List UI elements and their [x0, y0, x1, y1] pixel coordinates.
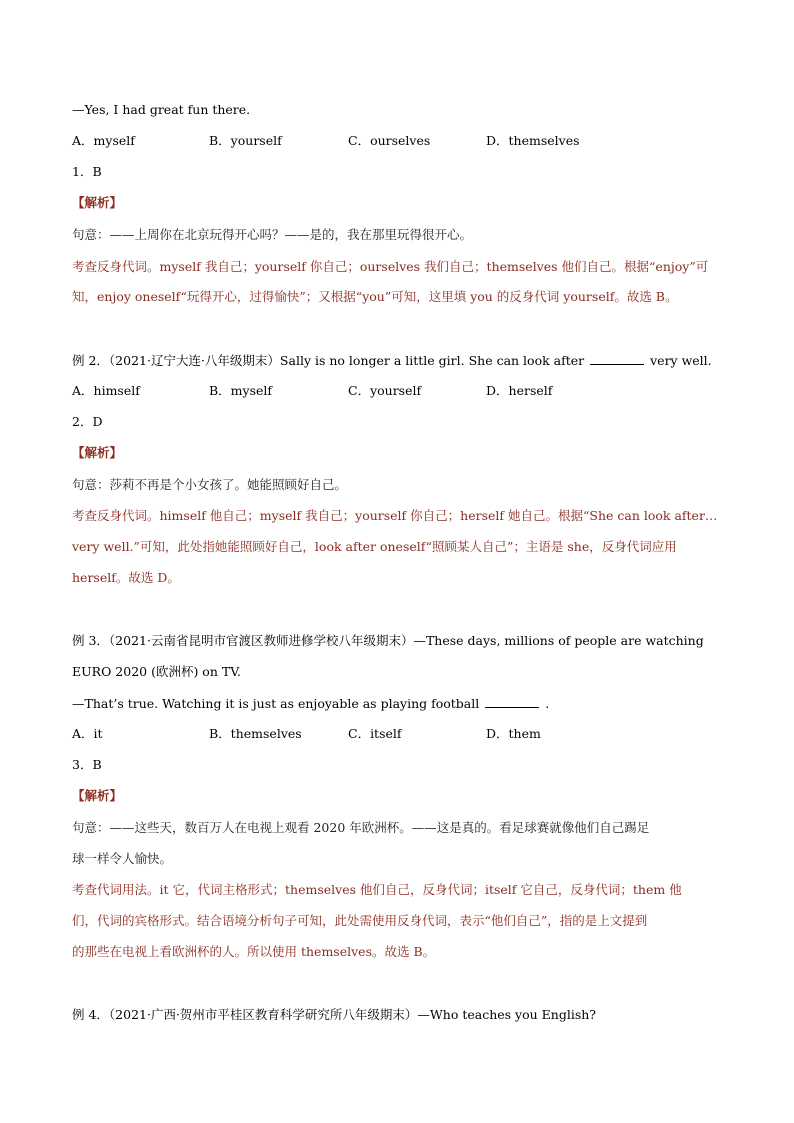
q2-explain-line-1: 考查反身代词。himself 他自己；myself 我自己；yourself 你自己；herself 她自己。根据“She can look after…	[72, 508, 718, 523]
q1-option-b: B．yourself	[209, 133, 282, 148]
q3-explain-line-3: 的那些在电视上看欧洲杯的人。所以使用 themselves。故选 B。	[72, 944, 436, 959]
q3-option-c: C．itself	[348, 726, 402, 741]
q1-explain-line-1: 考查反身代词。myself 我自己；yourself 你自己；ourselves 我们自己；themselves 他们自己。根据“enjoy”可	[72, 259, 709, 274]
q2-answer-blank	[590, 352, 644, 365]
q1-explain-line-2: 知，enjoy oneself“玩得开心，过得愉快”；又根据“you”可知，这里填 you 的反身代词 yourself。故选 B。	[72, 289, 678, 304]
q2-answer-key: 2．D	[72, 414, 103, 429]
q1-option-a: A．myself	[72, 133, 135, 148]
q2-explain-line-2: very well.”可知，此处指她能照顾好自己，look after oneself“照顾某人自己”；主语是 she，反身代词应用	[72, 539, 677, 554]
q1-answer-key: 1．B	[72, 164, 102, 179]
q2-option-a: A．himself	[72, 383, 140, 398]
q1-analysis-label: 【解析】	[72, 195, 123, 210]
q3-answer-key: 3．B	[72, 757, 102, 772]
q1-option-c: C．ourselves	[348, 133, 431, 148]
q3-option-a: A．it	[72, 726, 103, 741]
q2-meaning: 句意：莎莉不再是个小女孩了。她能照顾好自己。	[72, 477, 348, 492]
q2-stem	[72, 352, 712, 369]
q3-answer-blank	[485, 695, 539, 708]
q2-explain-line-3: herself。故选 D。	[72, 570, 180, 585]
q3-analysis-label: 【解析】	[72, 788, 123, 803]
q3-stem-text: —That’s true. Watching it is just as enjoyable as playing football	[72, 696, 480, 711]
q3-stem-end: .	[545, 696, 550, 711]
q3-option-b: B．themselves	[209, 726, 302, 741]
q3-stem-line-1: 例 3．（2021·云南省昆明市官渡区教师进修学校八年级期末）—These days, millions of people are watching	[72, 633, 704, 648]
q3-explain-line-1: 考查代词用法。it 它，代词主格形式；themselves 他们自己，反身代词；itself 它自己，反身代词；them 他	[72, 882, 682, 897]
q2-analysis-label: 【解析】	[72, 445, 123, 460]
q1-answer-line: —Yes, I had great fun there.	[72, 102, 251, 117]
q3-option-d: D．them	[486, 726, 541, 741]
q1-option-d: D．themselves	[486, 133, 580, 148]
q2-stem-end: very well.	[650, 353, 712, 368]
q2-stem-text: 例 2．（2021·辽宁大连·八年级期末）Sally is no longer a little girl. She can look after	[72, 353, 585, 368]
q3-explain-line-2: 们，代词的宾格形式。结合语境分析句子可知，此处需使用反身代词，表示“他们自己”，指的是上文提到	[72, 913, 648, 928]
q1-meaning: 句意：——上周你在北京玩得开心吗？——是的，我在那里玩得很开心。	[72, 227, 473, 242]
q2-option-d: D．herself	[486, 383, 553, 398]
q3-stem-line-3	[72, 695, 549, 712]
q2-option-b: B．myself	[209, 383, 273, 398]
q2-option-c: C．yourself	[348, 383, 422, 398]
q3-meaning-line-1: 句意：——这些天，数百万人在电视上观看 2020 年欧洲杯。——这是真的。看足球赛就像他们自己踢足	[72, 820, 650, 835]
q3-stem-line-2: EURO 2020 (欧洲杯) on TV.	[72, 664, 242, 679]
q3-meaning-line-2: 球一样令人愉快。	[72, 851, 173, 866]
q4-stem: 例 4．（2021·广西·贺州市平桂区教育科学研究所八年级期末）—Who teaches you English?	[72, 1007, 596, 1022]
